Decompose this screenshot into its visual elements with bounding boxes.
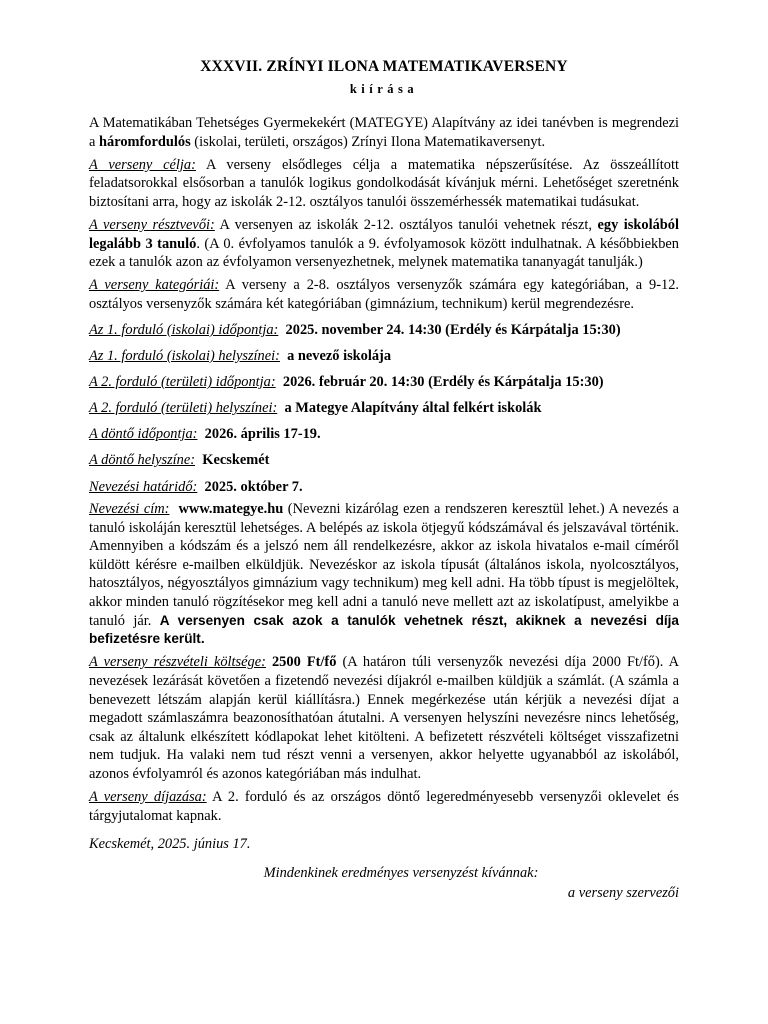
field-value: 2026. április 17-19. [204, 426, 321, 443]
registration-bold: A versenyen csak azok a tanulók vehetnek részt, akiknek a nevezési díja befizetésre került. [89, 612, 679, 647]
closing-wish: Mindenkinek eredményes versenyzést kívánnak: [263, 864, 539, 881]
field-label: A döntő időpontja: [89, 426, 198, 443]
field-value: 2026. február 20. 14:30 (Erdély és Kárpátalja 15:30) [282, 374, 604, 391]
field-value: 2025. október 7. [204, 478, 303, 495]
fee-value: 2500 Ft/fő [271, 654, 337, 671]
participants-text-1: A versenyen az iskolák 2-12. osztályos tanulói vehetnek részt, [214, 216, 598, 233]
participants-label: A verseny résztvevői: [89, 216, 215, 233]
intro-text-1: A Matematikában Tehetséges Gyermekekért (MATEGYE) Alapítvány az idei tanévben is megrendezi a [89, 115, 679, 150]
field-label: A 2. forduló (területi) helyszínei: [89, 400, 278, 417]
awards-label: A verseny díjazása: [89, 789, 207, 805]
participants-paragraph [89, 216, 679, 272]
categories-label: A verseny kategóriái: [89, 277, 220, 294]
registration-deadline [89, 478, 679, 497]
registration-link[interactable]: www.mategye.hu [178, 501, 284, 518]
awards-text: A 2. forduló és az országos döntő legeredményesebb versenyzői oklevelet és tárgyjutalomat kapnak. [89, 789, 679, 824]
registration-paragraph [89, 500, 679, 649]
field-value: a Mategye Alapítvány által felkért iskolák [284, 400, 542, 417]
field-value: Kecskemét [202, 452, 270, 469]
participants-text-2: . (A 0. évfolyamos tanulók a 9. évfolyamosok között indulhatnak. A későbbiekben ezek a tanulók azon az évfolyamon versenyezhetnek, melynek matematika tananyagát tanulják.) [89, 235, 679, 271]
document-date: Kecskemét, 2025. június 17. [89, 836, 251, 853]
goal-text: A verseny elsődleges célja a matematika népszerűsítése. Az összeállított feladatsorokkal elsősorban a tanulók logikus gondolkodását kívánjuk mérni. Lehetőséget szeretnénk biztosítani arra, hogy az iskolák 2-12. osztályos tanulói összemérhessék matematikai tudásukat. [89, 156, 679, 210]
intro-bold: háromfordulós [99, 133, 191, 150]
field-label: Az 1. forduló (iskolai) helyszínei: [89, 348, 280, 365]
categories-text: A verseny a 2-8. osztályos versenyzők számára egy kategóriában, a 9-12. osztályos versenyzők számára két kategóriában (gimnázium, technikum) kerül megrendezésre. [89, 277, 679, 312]
document-body [89, 114, 679, 903]
field-label: A 2. forduló (területi) időpontja: [89, 374, 276, 391]
participants-bold: egy iskolából legalább 3 tanuló [89, 216, 679, 252]
field-label: Az 1. forduló (iskolai) időpontja: [89, 321, 279, 338]
registration-label: Nevezési cím: [89, 501, 170, 518]
field-value: a nevező iskolája [287, 348, 392, 365]
awards-paragraph [89, 788, 679, 825]
fee-label: A verseny részvételi költsége: [89, 654, 266, 671]
round2-date [89, 373, 679, 392]
goal-paragraph [89, 156, 679, 212]
document-subtitle: kiírása [349, 82, 419, 96]
intro-paragraph [89, 114, 679, 151]
final-date [89, 425, 679, 444]
field-value: 2025. november 24. 14:30 (Erdély és Kárpátalja 15:30) [285, 321, 621, 338]
round1-date [89, 321, 679, 340]
registration-text: (Nevezni kizárólag ezen a rendszeren keresztül lehet.) A nevezés a tanuló iskoláján keresztül lehetséges. A belépés az iskola ötjegyű kódszámával és jelszavával történik. Amennyiben a kódszám és a jelszó nem áll rendelkezésre, akkor az iskola hivatalos e-mail címéről küldött kérésre e-mailben elküldjük. Nevezéskor az iskola típusát (általános iskola, nyolcosztályos, hatosztályos, négyosztályos gimnázium vagy technikum) meg kell adni. Ha több típust is megjelöltek, akkor minden tanuló rögzítésekor meg kell adni a tanuló neve mellett azt az iskolatípust, amelyikbe a tanuló jár. [89, 501, 679, 629]
round2-venue [89, 399, 679, 418]
fee-text: (A határon túli versenyzők nevezési díja 2000 Ft/fő). A nevezések lezárását követően a fizetendő nevezési díjakról e-mailben küldjük a számlát. (A számla a benevezett létszám alapján kerül kiállításra.) Ennek megérkezése után kérjük a nevezési díjat a megadott számlaszámra beazonosíthatóan átutalni. A versenyen helyszíni nevezésre nincs lehetőség, csak az általunk elkészített kódlapokat lehet kitölteni. A befizetett részvételi költséget visszafizetni nem tudjuk. Ha valaki nem tud részt venni a versenyen, akkor helyette ugyanabból az iskolából, azonos évfolyamról és azonos kategóriában más indulhat. [89, 654, 679, 782]
fee-paragraph [89, 653, 679, 783]
document-title: XXXVII. ZRÍNYI ILONA MATEMATIKAVERSENY [200, 58, 568, 75]
categories-paragraph [89, 276, 679, 313]
intro-text-2: (iskolai, területi, országos) Zrínyi Ilona Matematikaversenyt. [190, 133, 546, 150]
signature: a verseny szervezői [567, 885, 679, 902]
goal-label: A verseny célja: [89, 156, 196, 173]
field-label: A döntő helyszíne: [89, 452, 196, 469]
final-venue [89, 451, 679, 470]
round1-venue [89, 347, 679, 366]
field-label: Nevezési határidő: [89, 478, 198, 495]
